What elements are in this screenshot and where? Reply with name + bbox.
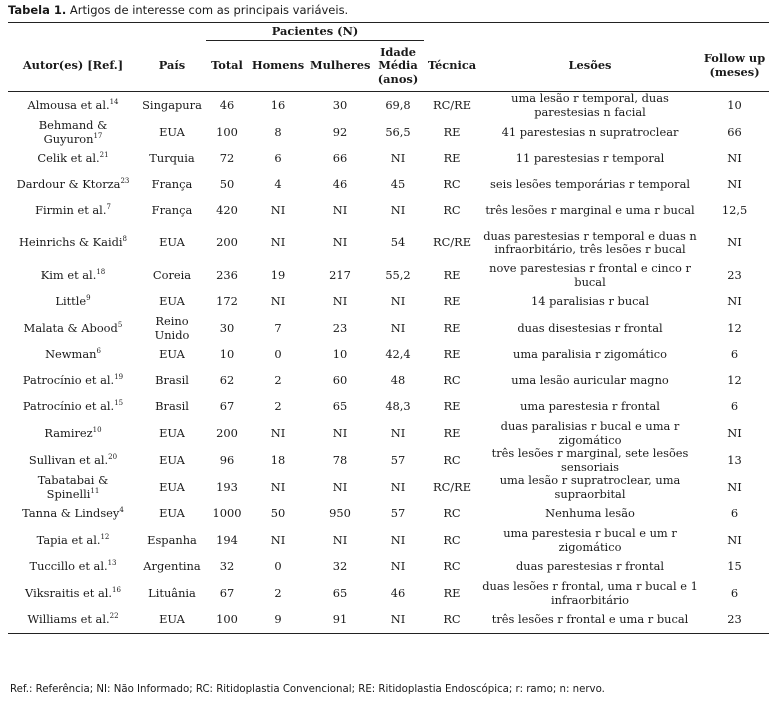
women-cell: 30	[332, 97, 348, 112]
author-name: Tabatabai & Spinelli	[37, 473, 109, 501]
women-cell: 950	[329, 506, 351, 521]
technique-cell: RE	[443, 151, 461, 166]
technique-cell: RE	[443, 425, 461, 440]
men-cell: 0	[274, 347, 282, 362]
table-row	[8, 474, 769, 501]
women-cell: 78	[332, 452, 348, 467]
total-cell: 30	[219, 320, 235, 335]
men-cell: 2	[274, 373, 282, 388]
followup-cell: 12	[727, 320, 742, 335]
author-name: Patrocínio et al.	[22, 373, 115, 388]
total-cell: 200	[216, 425, 238, 440]
men-cell: NI	[270, 235, 286, 250]
followup-cell: 6	[730, 347, 739, 362]
table-row	[8, 92, 769, 120]
total-cell: 1000	[212, 506, 242, 521]
age-cell: 42,4	[385, 347, 411, 362]
country-cell: França	[151, 203, 193, 218]
caption-text: Artigos de interesse com as principais variáveis.	[69, 3, 349, 17]
age-cell: 57	[390, 506, 406, 521]
table-row	[8, 224, 769, 262]
lesions-cell: 14 paralisias r bucal	[531, 294, 649, 309]
author-cell	[8, 474, 138, 501]
author-cell	[8, 394, 138, 420]
table-row	[8, 146, 769, 172]
technique-cell: RE	[443, 399, 461, 414]
reference-number: 17	[93, 131, 103, 140]
patients-group-header: Pacientes (N)	[206, 23, 424, 41]
author-name: Patrocínio et al.	[22, 399, 115, 414]
followup-cell: NI	[727, 532, 742, 547]
author-name: Sullivan et al.	[28, 452, 109, 467]
age-cell: NI	[390, 203, 406, 218]
author-cell	[8, 420, 138, 447]
table-row	[8, 607, 769, 634]
men-cell: 8	[274, 124, 282, 139]
lesions-cell: 41 parestesias n supratroclear	[501, 124, 679, 139]
table-caption	[8, 3, 348, 17]
table-row	[8, 289, 769, 315]
table-row	[8, 527, 769, 554]
lesions-cell: duas lesões r frontal, uma r bucal e 1 infraorbitário	[482, 579, 698, 607]
author-cell	[8, 342, 138, 368]
reference-number: 13	[107, 559, 117, 568]
women-cell: 92	[332, 124, 348, 139]
lesions-cell: nove parestesias r frontal e cinco r bucal	[489, 261, 691, 289]
lesions-cell: duas parestesias r temporal e duas n infraorbitário, três lesões r bucal	[483, 228, 697, 256]
table-row	[8, 368, 769, 394]
men-cell: 16	[270, 97, 286, 112]
technique-cell: RC	[443, 506, 461, 521]
age-cell: 56,5	[385, 124, 411, 139]
reference-number: 18	[96, 267, 106, 276]
author-name: Viksraitis et al.	[25, 585, 113, 600]
total-cell: 236	[216, 267, 238, 282]
women-cell: 10	[332, 347, 348, 362]
author-name: Firmin et al.	[35, 203, 107, 218]
total-cell: 46	[219, 97, 235, 112]
women-cell: 91	[308, 607, 372, 634]
author-cell	[8, 527, 138, 554]
author-cell	[8, 447, 138, 474]
table-row	[8, 262, 769, 289]
men-cell: 7	[274, 320, 282, 335]
country-cell: Brasil	[155, 399, 189, 414]
table-row	[8, 580, 769, 607]
col-header-author: Autor(es) [Ref.]	[8, 41, 138, 92]
author-name: Behmand & Guyuron	[38, 118, 108, 146]
author-name: Malata & Abood	[23, 320, 118, 335]
total-cell: 62	[219, 373, 235, 388]
women-cell: NI	[332, 203, 348, 218]
age-cell: NI	[390, 532, 406, 547]
men-cell: 0	[274, 559, 282, 574]
country-cell: EUA	[159, 347, 185, 362]
men-cell: 6	[274, 151, 282, 166]
total-cell: 10	[219, 347, 235, 362]
followup-cell: 12	[727, 373, 742, 388]
men-cell: 2	[274, 585, 282, 600]
lesions-cell: uma lesão r supratroclear, uma supraorbital	[499, 473, 681, 501]
followup-cell: NI	[727, 425, 742, 440]
women-cell: 46	[332, 177, 348, 192]
technique-cell: RC	[443, 373, 461, 388]
reference-number: 7	[106, 203, 111, 212]
country-cell: França	[151, 177, 193, 192]
author-name: Williams et al.	[27, 612, 110, 627]
technique-cell: RC/RE	[433, 479, 472, 494]
country-cell: EUA	[159, 124, 185, 139]
col-header-followup: Follow up (meses)	[700, 41, 769, 92]
women-cell: NI	[332, 235, 348, 250]
lesions-cell: duas paralisias r bucal e uma r zigomático	[500, 419, 680, 447]
men-cell: 9	[248, 607, 308, 634]
total-cell: 200	[216, 235, 238, 250]
reference-number: 16	[112, 585, 121, 594]
followup-cell: 6	[730, 585, 739, 600]
age-cell: NI	[390, 425, 406, 440]
women-cell: NI	[332, 479, 348, 494]
total-cell: 172	[216, 294, 238, 309]
men-cell: NI	[270, 479, 286, 494]
total-cell: 72	[219, 151, 235, 166]
table-row	[8, 501, 769, 527]
lesions-cell: três lesões r marginal, sete lesões sensoriais	[491, 446, 689, 474]
author-cell	[8, 172, 138, 198]
lesions-cell: duas parestesias r frontal	[516, 559, 665, 574]
table-row	[8, 119, 769, 146]
country-cell: Turquia	[149, 151, 195, 166]
followup-cell: 15	[727, 559, 742, 574]
men-cell: 18	[270, 452, 286, 467]
technique-cell: RE	[443, 294, 461, 309]
men-cell: 4	[274, 177, 282, 192]
author-name: Dardour & Ktorza	[16, 177, 121, 192]
col-header-lesions: Lesões	[480, 41, 700, 92]
table-row	[8, 420, 769, 447]
women-cell: 60	[332, 373, 348, 388]
country-cell: EUA	[159, 235, 185, 250]
age-cell: 48,3	[385, 399, 411, 414]
total-cell: 67	[219, 585, 235, 600]
technique-cell: RC	[443, 559, 461, 574]
age-cell: NI	[390, 294, 406, 309]
technique-cell: RC	[443, 177, 461, 192]
author-cell	[8, 119, 138, 146]
author-name: Tapia et al.	[36, 532, 101, 547]
table-body	[8, 92, 769, 634]
men-cell: NI	[270, 425, 286, 440]
technique-cell: RE	[443, 320, 461, 335]
lesions-cell: uma parestesia r bucal e um r zigomático	[503, 526, 677, 554]
age-cell: NI	[390, 320, 406, 335]
table-row	[8, 554, 769, 580]
age-cell: NI	[390, 479, 406, 494]
col-header-women: Mulheres	[308, 41, 372, 92]
author-name: Tuccillo et al.	[29, 559, 108, 574]
lesions-cell: 11 parestesias r temporal	[515, 151, 665, 166]
reference-number: 12	[100, 532, 110, 541]
reference-number: 11	[90, 486, 100, 495]
caption-label: Tabela 1.	[8, 3, 67, 17]
age-cell: NI	[390, 559, 406, 574]
reference-number: 23	[120, 177, 130, 186]
reference-number: 10	[92, 425, 102, 434]
reference-number: 22	[109, 612, 119, 621]
men-cell: 19	[270, 267, 286, 282]
reference-number: 5	[117, 320, 123, 329]
followup-cell: 23	[700, 607, 769, 634]
men-cell: NI	[270, 532, 286, 547]
women-cell: 32	[332, 559, 348, 574]
age-cell: 45	[390, 177, 406, 192]
col-header-men: Homens	[248, 41, 308, 92]
country-cell: EUA	[159, 425, 185, 440]
men-cell: 50	[270, 506, 286, 521]
author-name: Heinrichs & Kaidi	[18, 235, 123, 250]
age-cell: NI	[372, 607, 424, 634]
technique-cell: RE	[443, 124, 461, 139]
author-cell	[8, 580, 138, 607]
followup-cell: 13	[727, 452, 742, 467]
technique-cell: RC	[443, 532, 461, 547]
author-name: Tanna & Lindsey	[22, 506, 120, 521]
country-cell: Reino Unido	[154, 314, 190, 342]
men-cell: NI	[270, 203, 286, 218]
author-name: Kim et al.	[40, 267, 97, 282]
age-cell: NI	[390, 151, 406, 166]
age-cell: 57	[390, 452, 406, 467]
author-cell	[8, 501, 138, 527]
women-cell: NI	[332, 425, 348, 440]
lesions-cell: Nenhuma lesão	[545, 506, 635, 521]
author-cell	[8, 262, 138, 289]
followup-cell: 6	[730, 399, 739, 414]
technique-cell: RE	[443, 585, 461, 600]
reference-number: 15	[114, 399, 124, 408]
lesions-cell: uma parestesia r frontal	[520, 399, 660, 414]
technique-cell: RE	[443, 347, 461, 362]
total-cell: 420	[216, 203, 238, 218]
table-row	[8, 447, 769, 474]
articles-table	[8, 22, 769, 634]
total-cell: 32	[219, 559, 235, 574]
table-row	[8, 394, 769, 420]
col-header-technique: Técnica	[424, 41, 480, 92]
col-header-total: Total	[206, 41, 248, 92]
women-cell: 23	[332, 320, 348, 335]
lesions-cell: uma paralisia r zigomático	[513, 347, 667, 362]
total-cell: 194	[216, 532, 238, 547]
author-cell	[8, 289, 138, 315]
followup-cell: 23	[727, 267, 742, 282]
reference-number: 20	[108, 452, 118, 461]
country-cell: Coreia	[152, 267, 192, 282]
technique-cell: RC	[443, 203, 461, 218]
table-row	[8, 172, 769, 198]
author-cell	[8, 554, 138, 580]
total-cell: 193	[216, 479, 238, 494]
country-cell: EUA	[159, 479, 185, 494]
author-cell	[8, 607, 138, 634]
women-cell: NI	[332, 532, 348, 547]
reference-number: 21	[99, 151, 109, 160]
country-cell: Brasil	[155, 373, 189, 388]
author-name: Little	[55, 294, 87, 309]
age-cell: 69,8	[385, 97, 411, 112]
men-cell: 2	[274, 399, 282, 414]
technique-cell: RC/RE	[433, 97, 472, 112]
author-cell	[8, 368, 138, 394]
lesions-cell: uma lesão auricular magno	[511, 373, 669, 388]
col-header-age: Idade Média (anos)	[372, 41, 424, 92]
reference-number: 19	[114, 373, 124, 382]
women-cell: 65	[332, 585, 348, 600]
author-name: Celik et al.	[37, 151, 100, 166]
total-cell: 96	[219, 452, 235, 467]
followup-cell: NI	[727, 177, 742, 192]
country-cell: Lituânia	[148, 585, 196, 600]
lesions-cell: duas disestesias r frontal	[517, 320, 663, 335]
reference-number: 8	[122, 235, 128, 244]
followup-cell: 12,5	[721, 203, 748, 218]
followup-cell: NI	[727, 479, 742, 494]
lesions-cell: três lesões r frontal e uma r bucal	[480, 607, 700, 634]
women-cell: NI	[332, 294, 348, 309]
lesions-cell: três lesões r marginal e uma r bucal	[485, 203, 695, 218]
total-cell: 50	[219, 177, 235, 192]
author-name: Ramirez	[44, 425, 93, 440]
country-cell: EUA	[159, 294, 185, 309]
reference-number: 9	[86, 294, 91, 303]
lesions-cell: seis lesões temporárias r temporal	[489, 177, 691, 192]
women-cell: 66	[332, 151, 348, 166]
followup-cell: 6	[730, 506, 739, 521]
women-cell: 65	[332, 399, 348, 414]
author-cell	[8, 315, 138, 342]
technique-cell: RE	[443, 267, 461, 282]
author-cell	[8, 146, 138, 172]
table-row	[8, 315, 769, 342]
country-cell: Singapura	[142, 97, 202, 112]
reference-number: 4	[119, 506, 124, 515]
age-cell: 46	[390, 585, 406, 600]
author-cell	[8, 92, 138, 120]
author-name: Almousa et al.	[27, 97, 110, 112]
technique-cell: RC/RE	[433, 235, 472, 250]
author-cell	[8, 224, 138, 262]
followup-cell: NI	[727, 151, 742, 166]
country-cell: EUA	[138, 607, 206, 634]
country-cell: Argentina	[143, 559, 201, 574]
table-row	[8, 198, 769, 224]
men-cell: NI	[270, 294, 286, 309]
table-footnote: Ref.: Referência; NI: Não Informado; RC: Ritidoplastia Convencional; RE: Ritidoplastia Endoscópica; r: ramo; n: nervo.	[10, 684, 605, 695]
women-cell: 217	[329, 267, 351, 282]
col-header-country: País	[138, 41, 206, 92]
country-cell: EUA	[159, 452, 185, 467]
total-cell: 100	[206, 607, 248, 634]
reference-number: 14	[109, 97, 119, 106]
age-cell: 55,2	[385, 267, 411, 282]
country-cell: Espanha	[147, 532, 197, 547]
technique-cell: RC	[443, 452, 461, 467]
author-cell	[8, 198, 138, 224]
table-row	[8, 342, 769, 368]
technique-cell: RC	[424, 607, 480, 634]
age-cell: 54	[390, 235, 406, 250]
total-cell: 67	[219, 399, 235, 414]
lesions-cell: uma lesão r temporal, duas parestesias n facial	[511, 91, 669, 119]
total-cell: 100	[216, 124, 238, 139]
followup-cell: 66	[727, 124, 742, 139]
author-name: Newman	[45, 347, 97, 362]
followup-cell: 10	[727, 97, 742, 112]
country-cell: EUA	[159, 506, 185, 521]
followup-cell: NI	[727, 235, 742, 250]
followup-cell: NI	[727, 294, 742, 309]
age-cell: 48	[390, 373, 406, 388]
reference-number: 6	[96, 347, 101, 356]
